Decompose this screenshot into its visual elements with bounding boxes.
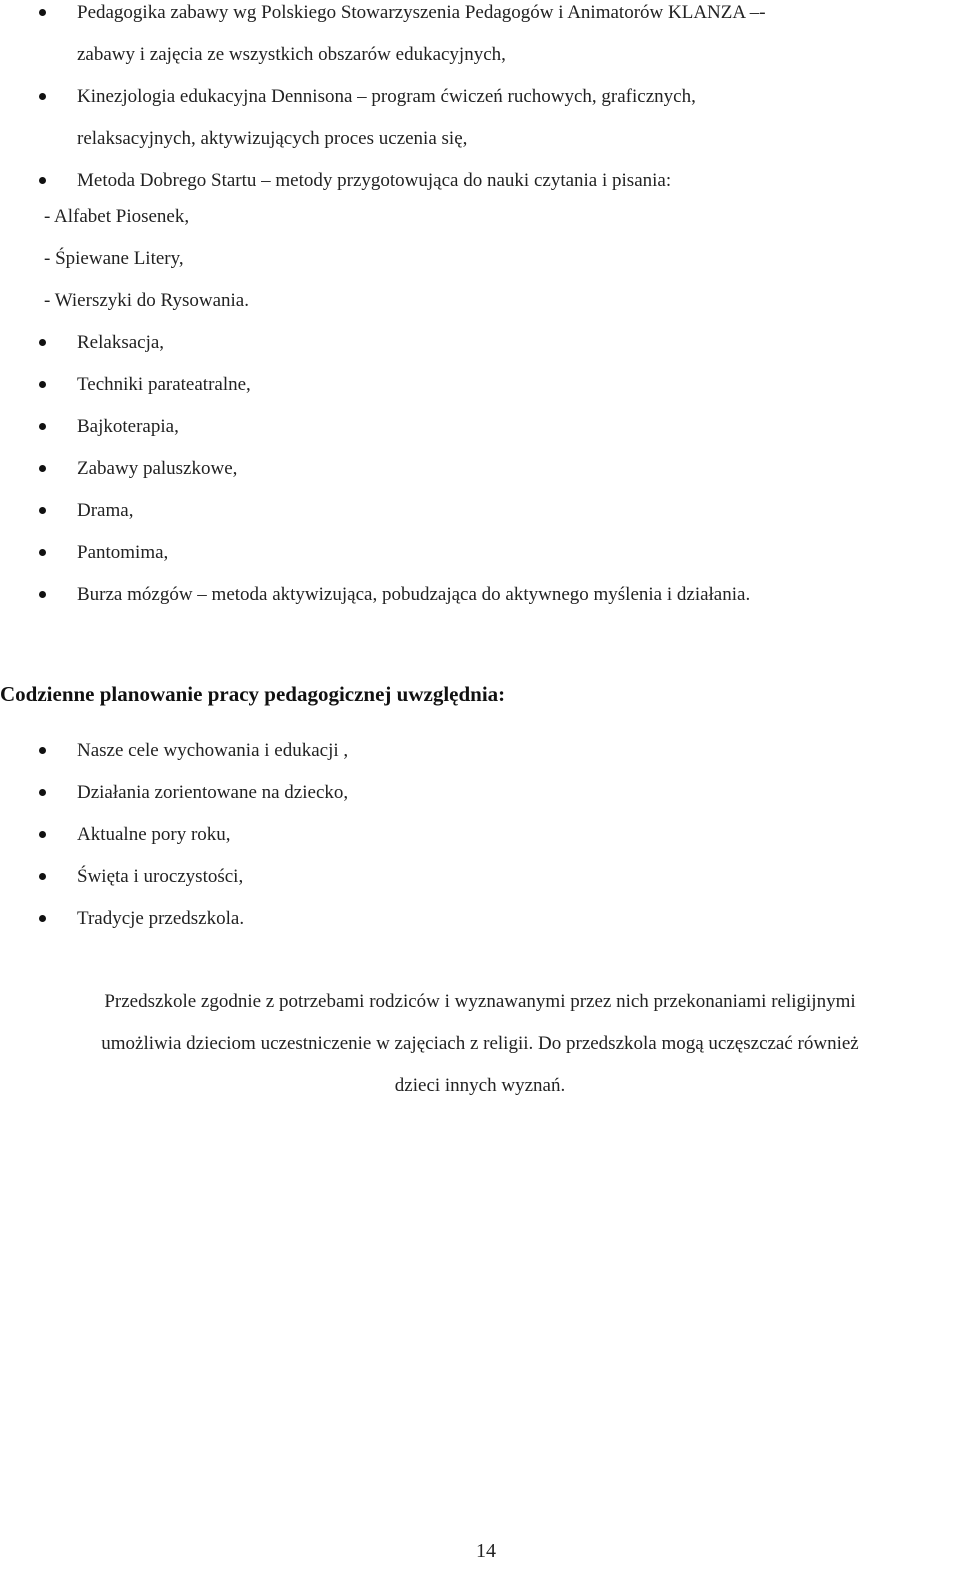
list-item: Święta i uroczystości, <box>0 856 960 898</box>
list-item: Działania zorientowane na dziecko, <box>0 772 960 814</box>
list-item: Pedagogika zabawy wg Polskiego Stowarzyszenia Pedagogów i Animatorów KLANZA –- zabawy i zajęcia ze wszystkich obszarów edukacyjnych, <box>0 0 960 76</box>
list-item: Nasze cele wychowania i edukacji , <box>0 730 960 772</box>
list-item: Burza mózgów – metoda aktywizująca, pobudzająca do aktywnego myślenia i działania. <box>0 574 960 616</box>
planning-list <box>0 730 960 940</box>
list-item: Metoda Dobrego Startu – metody przygotowująca do nauki czytania i pisania: <box>0 160 960 202</box>
bullet-icon <box>39 465 46 472</box>
bullet-icon <box>39 549 46 556</box>
paragraph-line: umożliwia dzieciom uczestniczenie w zajęciach z religii. Do przedszkola mogą uczęszczać również <box>101 1033 859 1054</box>
methods-list <box>0 0 960 202</box>
list-item: Bajkoterapia, <box>0 406 960 448</box>
page-number: 14 <box>476 1540 496 1562</box>
sub-list <box>0 196 249 322</box>
bullet-icon <box>39 177 46 184</box>
list-item: Aktualne pory roku, <box>0 814 960 856</box>
list-item: Pantomima, <box>0 532 960 574</box>
paragraph-line: dzieci innych wyznań. <box>394 1075 566 1096</box>
methods-list-continued <box>0 322 960 616</box>
sub-list-item: - Wierszyki do Rysowania. <box>44 290 249 311</box>
list-item: Tradycje przedszkola. <box>0 898 960 940</box>
bullet-icon <box>39 9 46 16</box>
bullet-icon <box>39 789 46 796</box>
bullet-icon <box>39 831 46 838</box>
sub-list-item: - Śpiewane Litery, <box>44 248 184 269</box>
bullet-icon <box>39 747 46 754</box>
bullet-icon <box>39 591 46 598</box>
paragraph-line: Przedszkole zgodnie z potrzebami rodziców i wyznawanymi przez nich przekonaniami religijnymi <box>104 991 856 1012</box>
bullet-icon <box>39 873 46 880</box>
bullet-icon <box>39 507 46 514</box>
religion-paragraph <box>0 981 960 1107</box>
list-item: Kinezjologia edukacyjna Dennisona – program ćwiczeń ruchowych, graficznych, relaksacyjnych, aktywizujących proces uczenia się, <box>0 76 960 160</box>
section-heading: Codzienne planowanie pracy pedagogicznej uwzględnia: <box>0 682 506 706</box>
list-item: Zabawy paluszkowe, <box>0 448 960 490</box>
bullet-icon <box>39 423 46 430</box>
list-item: Drama, <box>0 490 960 532</box>
bullet-icon <box>39 381 46 388</box>
list-item: Relaksacja, <box>0 322 960 364</box>
bullet-icon <box>39 915 46 922</box>
bullet-icon <box>39 339 46 346</box>
list-item: Techniki parateatralne, <box>0 364 960 406</box>
sub-list-item: - Alfabet Piosenek, <box>44 206 190 227</box>
bullet-icon <box>39 93 46 100</box>
